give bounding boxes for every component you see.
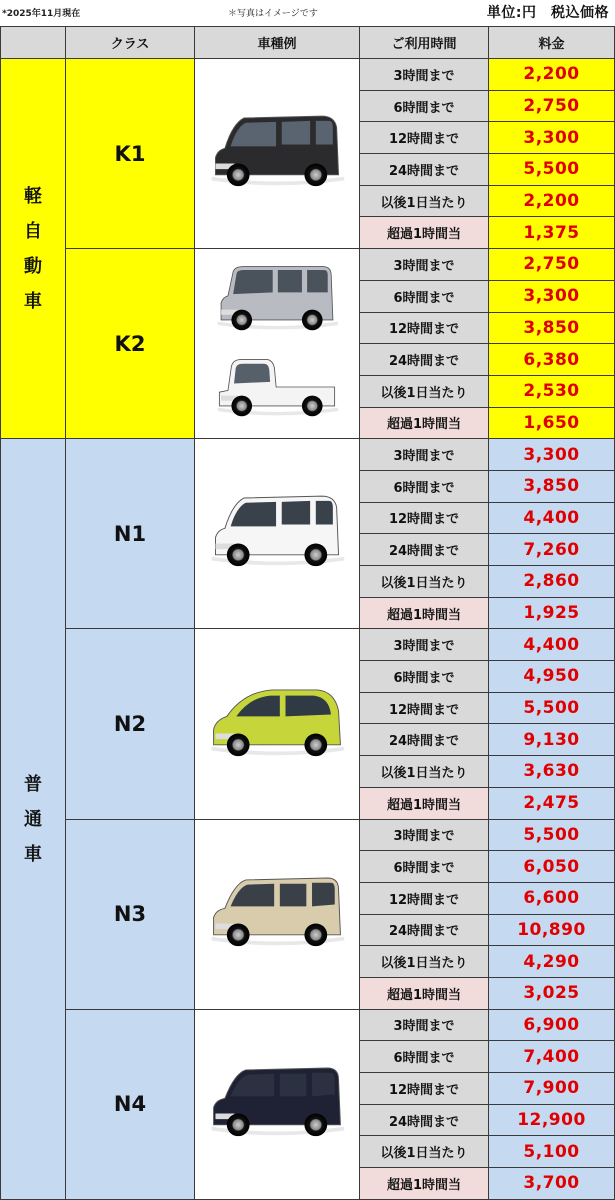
price-value: 10,890 <box>489 914 615 946</box>
price-value: 7,900 <box>489 1073 615 1105</box>
class-name: N4 <box>66 1009 195 1199</box>
usage-period: 6時間まで <box>360 851 489 883</box>
price-row <box>1 629 615 661</box>
class-name: N3 <box>66 819 195 1009</box>
class-name: N1 <box>66 439 195 629</box>
usage-period: 6時間まで <box>360 280 489 312</box>
category-cell <box>1 439 66 1200</box>
price-value: 5,500 <box>489 154 615 186</box>
price-value: 2,200 <box>489 185 615 217</box>
header-usage-time: ご利用時間 <box>360 27 489 59</box>
price-value: 3,700 <box>489 1168 615 1200</box>
usage-period: 以後1日当たり <box>360 946 489 978</box>
usage-period: 超過1時間当 <box>360 787 489 819</box>
class-name: K2 <box>66 249 195 439</box>
price-value: 1,375 <box>489 217 615 249</box>
usage-period: 3時間まで <box>360 249 489 281</box>
usage-period: 6時間まで <box>360 90 489 122</box>
usage-period: 超過1時間当 <box>360 597 489 629</box>
usage-period: 超過1時間当 <box>360 977 489 1009</box>
price-value: 2,750 <box>489 249 615 281</box>
usage-period: 24時間まで <box>360 914 489 946</box>
category-label: 軽 自 動 車 <box>24 185 42 312</box>
price-value: 4,400 <box>489 629 615 661</box>
class-name: N2 <box>66 629 195 819</box>
category-label: 普 通 車 <box>24 773 42 865</box>
price-row <box>1 249 615 281</box>
price-value: 3,300 <box>489 122 615 154</box>
car-image-cell <box>195 249 360 439</box>
table-header-row <box>1 27 615 59</box>
price-value: 5,500 <box>489 692 615 724</box>
price-value: 4,290 <box>489 946 615 978</box>
top-notes <box>0 0 615 26</box>
unit-note: 単位:円 税込価格 <box>486 5 609 21</box>
usage-period: 24時間まで <box>360 724 489 756</box>
price-row <box>1 439 615 471</box>
usage-period: 6時間まで <box>360 661 489 693</box>
price-value: 2,750 <box>489 90 615 122</box>
usage-period: 12時間まで <box>360 502 489 534</box>
price-value: 6,600 <box>489 882 615 914</box>
usage-period: 3時間まで <box>360 629 489 661</box>
price-value: 6,050 <box>489 851 615 883</box>
price-value: 1,650 <box>489 407 615 439</box>
header-car-example: 車種例 <box>195 27 360 59</box>
price-value: 12,900 <box>489 1104 615 1136</box>
price-value: 4,950 <box>489 661 615 693</box>
usage-period: 12時間まで <box>360 692 489 724</box>
price-value: 5,500 <box>489 819 615 851</box>
category-cell <box>1 59 66 439</box>
usage-period: 以後1日当たり <box>360 566 489 598</box>
rental-price-table <box>0 26 615 1200</box>
price-value: 7,260 <box>489 534 615 566</box>
car-image-cell <box>195 1009 360 1199</box>
kei-van-silver-icon <box>202 258 352 344</box>
photo-note: ＊写真はイメージです <box>228 9 318 19</box>
usage-period: 24時間まで <box>360 1104 489 1136</box>
price-value: 5,100 <box>489 1136 615 1168</box>
usage-period: 以後1日当たり <box>360 756 489 788</box>
usage-period: 以後1日当たり <box>360 185 489 217</box>
price-value: 3,850 <box>489 312 615 344</box>
usage-period: 12時間まで <box>360 882 489 914</box>
price-value: 2,860 <box>489 566 615 598</box>
price-value: 3,630 <box>489 756 615 788</box>
price-row <box>1 59 615 91</box>
usage-period: 以後1日当たり <box>360 1136 489 1168</box>
price-value: 4,400 <box>489 502 615 534</box>
kei-truck-white-icon <box>202 344 352 430</box>
car-image-cell <box>195 439 360 629</box>
usage-period: 24時間まで <box>360 154 489 186</box>
usage-period: 超過1時間当 <box>360 407 489 439</box>
kei-minivan-black-icon <box>206 106 348 202</box>
car-image-cell <box>195 819 360 1009</box>
usage-period: 3時間まで <box>360 59 489 91</box>
header-price: 料金 <box>489 27 615 59</box>
price-value: 6,900 <box>489 1009 615 1041</box>
usage-period: 12時間まで <box>360 312 489 344</box>
car-image-cell <box>195 629 360 819</box>
usage-period: 3時間まで <box>360 439 489 471</box>
price-value: 1,925 <box>489 597 615 629</box>
price-value: 3,300 <box>489 439 615 471</box>
price-value: 2,530 <box>489 375 615 407</box>
usage-period: 3時間まで <box>360 819 489 851</box>
usage-period: 6時間まで <box>360 1041 489 1073</box>
usage-period: 12時間まで <box>360 1073 489 1105</box>
price-value: 9,130 <box>489 724 615 756</box>
compact-wagon-white-icon <box>206 486 348 582</box>
header-class: クラス <box>66 27 195 59</box>
table-body <box>1 59 615 1200</box>
usage-period: 超過1時間当 <box>360 217 489 249</box>
usage-period: 12時間まで <box>360 122 489 154</box>
price-value: 3,025 <box>489 977 615 1009</box>
price-value: 2,475 <box>489 787 615 819</box>
price-value: 2,200 <box>489 59 615 91</box>
price-row <box>1 819 615 851</box>
usage-period: 6時間まで <box>360 470 489 502</box>
car-image-cell <box>195 59 360 249</box>
price-value: 3,850 <box>489 470 615 502</box>
usage-period: 超過1時間当 <box>360 1168 489 1200</box>
minivan-champagne-icon <box>206 866 348 962</box>
price-value: 6,380 <box>489 344 615 376</box>
usage-period: 24時間まで <box>360 534 489 566</box>
minivan-navy-icon <box>206 1056 348 1152</box>
price-value: 7,400 <box>489 1041 615 1073</box>
price-row <box>1 1009 615 1041</box>
usage-period: 以後1日当たり <box>360 375 489 407</box>
class-name: K1 <box>66 59 195 249</box>
date-note: *2025年11月現在 <box>2 9 81 19</box>
usage-period: 3時間まで <box>360 1009 489 1041</box>
price-value: 3,300 <box>489 280 615 312</box>
usage-period: 24時間まで <box>360 344 489 376</box>
minivan-yellow-green-icon <box>206 676 348 772</box>
header-category <box>1 27 66 59</box>
